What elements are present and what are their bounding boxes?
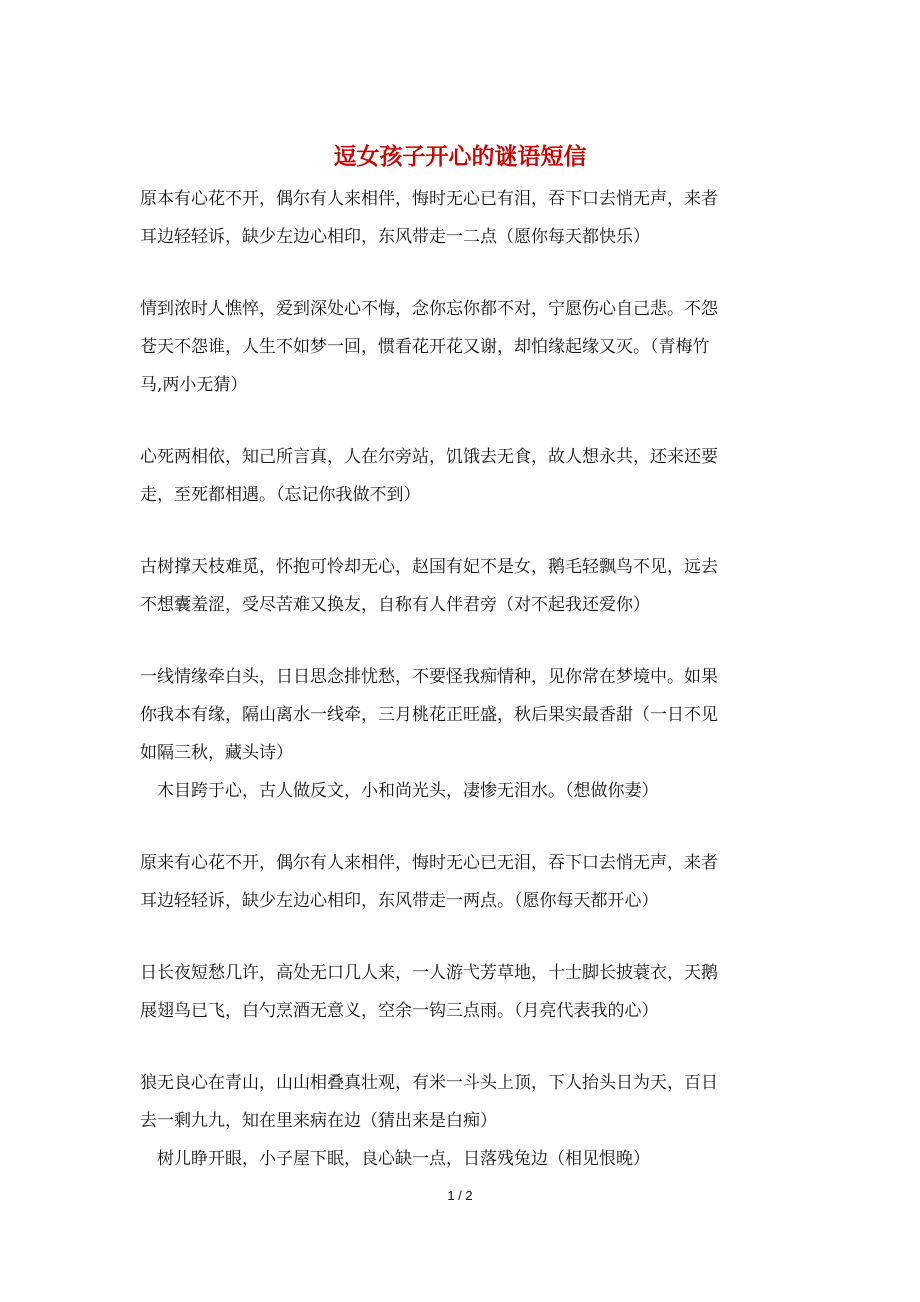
text-line: 苍天不怨谁，人生不如梦一回，惯看花开花又谢，却怕缘起缘又灭。（青梅竹 <box>140 337 710 357</box>
riddle-paragraph-8 <box>140 1064 784 1178</box>
text-line: 原本有心花不开，偶尔有人来相伴，悔时无心已有泪，吞下口去悄无声，来者 <box>140 189 718 209</box>
text-line: 情到浓时人憔悴，爱到深处心不悔，念你忘你都不对，宁愿伤心自己悲。不怨 <box>140 299 718 319</box>
text-line: 日长夜短愁几许，高处无口几人来，一人游弋芳草地，十士脚长披蓑衣，天鹅 <box>140 963 718 983</box>
text-line: 古树撑天枝难觅，怀抱可怜却无心，赵国有妃不是女，鹅毛轻飘鸟不见，远去 <box>140 557 718 577</box>
text-line: 展翅鸟已飞，白勺烹酒无意义，空余一钩三点雨。（月亮代表我的心） <box>140 1001 659 1021</box>
document-body <box>140 180 784 1178</box>
riddle-paragraph-6 <box>140 844 784 920</box>
text-line: 如隔三秋，藏头诗） <box>140 743 293 763</box>
text-line: 狼无良心在青山，山山相叠真壮观，有米一斗头上顶，下人抬头日为天，百日 <box>140 1073 718 1093</box>
text-line: 耳边轻轻诉，缺少左边心相印，东风带走一二点（愿你每天都快乐） <box>140 227 650 247</box>
text-line: 耳边轻轻诉，缺少左边心相印，东风带走一两点。（愿你每天都开心） <box>140 891 659 911</box>
riddle-paragraph-4 <box>140 548 784 624</box>
riddle-paragraph-2 <box>140 290 784 404</box>
document-title: 逗女孩子开心的谜语短信 <box>333 143 587 170</box>
riddle-paragraph-3 <box>140 438 784 514</box>
indented-text-line: 树儿睁开眼，小子屋下眠，良心缺一点，日落残兔边（相见恨晚） <box>157 1149 650 1169</box>
text-line: 心死两相依，知己所言真，人在尔旁站，饥饿去无食，故人想永共，还来还要 <box>140 447 718 467</box>
indented-text-line: 木目跨于心，古人做反文，小和尚光头，凄惨无泪水。（想做你妻） <box>157 781 659 801</box>
text-line: 原来有心花不开，偶尔有人来相伴，悔时无心已无泪，吞下口去悄无声，来者 <box>140 853 718 873</box>
text-line: 一线情缘牵白头，日日思念排忧愁，不要怪我痴情种，见你常在梦境中。如果 <box>140 667 718 687</box>
text-line: 你我本有缘，隔山离水一线牵，三月桃花正旺盛，秋后果实最香甜（一日不见 <box>140 705 718 725</box>
riddle-paragraph-5 <box>140 658 784 810</box>
text-line: 去一剩九九，知在里来病在边（猜出来是白痴） <box>140 1111 497 1131</box>
text-line: 马,两小无猜） <box>140 375 248 395</box>
riddle-paragraph-1 <box>140 180 784 256</box>
text-line: 不想囊羞涩，受尽苦难又换友，自称有人伴君旁（对不起我还爱你） <box>140 595 650 615</box>
text-line: 走，至死都相遇。（忘记你我做不到） <box>140 485 421 505</box>
page-number: 1 / 2 <box>447 1188 473 1203</box>
riddle-paragraph-7 <box>140 954 784 1030</box>
